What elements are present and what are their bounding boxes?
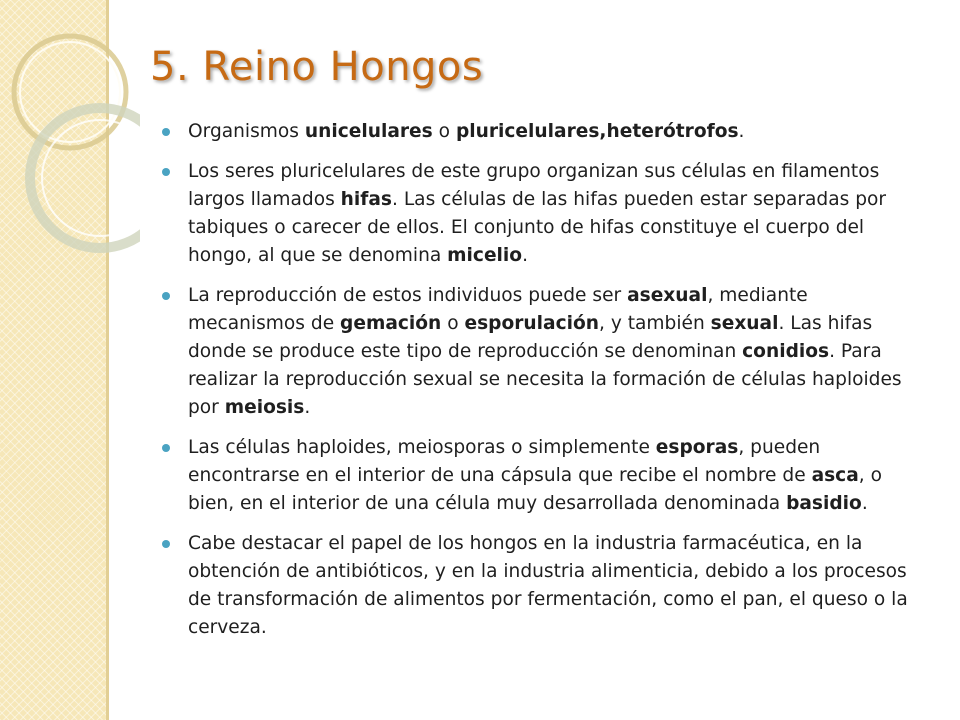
bullet-dot-icon xyxy=(162,540,170,548)
bullet-item xyxy=(160,434,930,518)
bullet-text: . Las hifas donde se produce este tipo de reproducción se denominan xyxy=(188,313,873,362)
bold-term: unicelulares xyxy=(304,121,433,142)
bullet-text: . xyxy=(304,397,311,418)
bold-term: sexual xyxy=(710,313,779,334)
bullet-text: Cabe destacar el papel de los hongos en la industria farmacéutica, en la obtención de antibióticos, y en la industria alimenticia, debido a los procesos de transformación de alimentos por fermentación, como el pan, el queso o la cerveza. xyxy=(188,533,908,638)
bullet-text: . xyxy=(738,121,745,142)
bullet-text: Las células haploides, meiosporas o simplemente xyxy=(188,437,656,458)
bullet-text: . Las células de las hifas pueden estar separadas por tabiques o carecer de ellos. El conjunto de hifas constituye el cuerpo del hongo, al que se denomina xyxy=(188,189,887,266)
bullet-text: . Para realizar la reproducción sexual se necesita la formación de células haploides por xyxy=(188,341,902,418)
bullet-list xyxy=(160,118,930,654)
bullet-text: Organismos xyxy=(188,121,305,142)
bold-term: basidio xyxy=(786,493,862,514)
ornament-ring-inner xyxy=(20,42,120,142)
bullet-item xyxy=(160,158,930,270)
bullet-text: o xyxy=(441,313,465,334)
bullet-text: . xyxy=(861,493,868,514)
bullet-text: , o bien, en el interior de una célula muy desarrollada denominada xyxy=(188,465,882,514)
bold-term: hifas xyxy=(340,189,392,210)
decorative-circles-ornament xyxy=(0,0,140,300)
bullet-text: , y también xyxy=(599,313,711,334)
bold-term: micelio xyxy=(447,245,523,266)
bullet-text: , mediante mecanismos de xyxy=(188,285,808,334)
bold-term: asexual xyxy=(627,285,708,306)
bullet-text: o xyxy=(432,121,456,142)
bold-term: pluricelulares,heterótrofos xyxy=(455,121,739,142)
bold-term: gemación xyxy=(340,313,442,334)
bullet-dot-icon xyxy=(162,444,170,452)
bullet-dot-icon xyxy=(162,168,170,176)
bold-term: meiosis xyxy=(224,397,305,418)
bullet-text: , pueden encontrarse en el interior de una cápsula que recibe el nombre de xyxy=(188,437,821,486)
bullet-text: Los seres pluricelulares de este grupo organizan sus células en filamentos largos llamados xyxy=(188,161,880,210)
bullet-text: . xyxy=(522,245,528,266)
bold-term: asca xyxy=(811,465,859,486)
ornament-ring-outer xyxy=(14,36,126,148)
slide-title: 5. Reino Hongos xyxy=(150,44,484,90)
bullet-dot-icon xyxy=(162,128,170,136)
bold-term: esporas xyxy=(655,437,739,458)
bullet-text: La reproducción de estos individuos puede ser xyxy=(188,285,628,306)
bold-term: esporulación xyxy=(464,313,599,334)
bullet-item xyxy=(160,282,930,422)
bullet-item xyxy=(160,530,930,642)
bold-term: conidios xyxy=(742,341,830,362)
ornament-ring-large xyxy=(30,108,140,248)
bullet-item xyxy=(160,118,930,146)
bullet-dot-icon xyxy=(162,292,170,300)
